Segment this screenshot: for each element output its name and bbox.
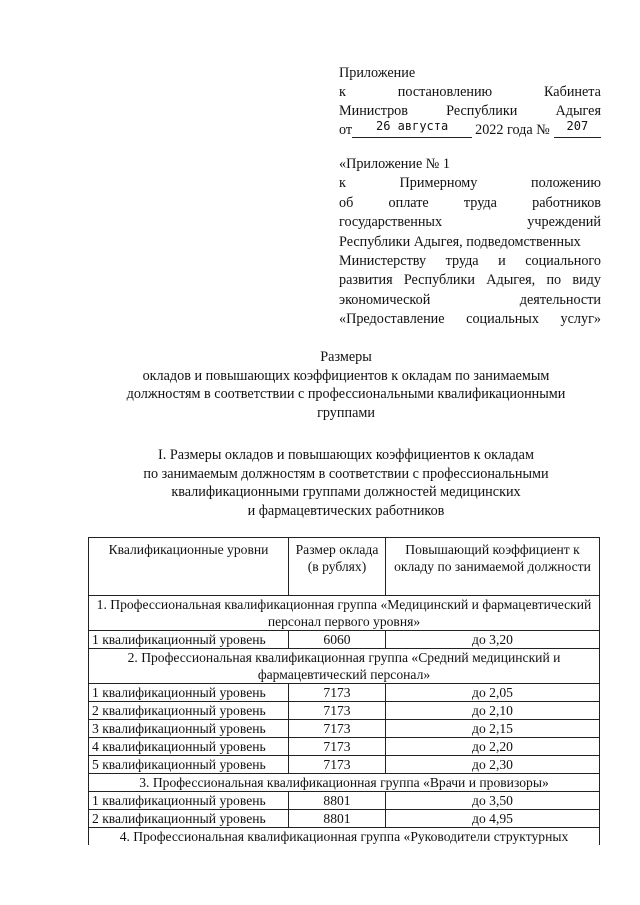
header-salary: Размер оклада (в рублях) xyxy=(289,538,386,596)
document-title xyxy=(96,348,596,422)
group-title: 4. Профессиональная квалификационная группа «Руководители структурных xyxy=(89,828,600,846)
level-cell: 2 квалификационный уровень xyxy=(89,810,289,828)
attach-word: социального xyxy=(525,253,601,270)
attach-word: экономической xyxy=(339,291,431,308)
table-row xyxy=(89,631,600,649)
appendix-word: Республики xyxy=(446,103,518,119)
attach-word: развития xyxy=(339,272,393,289)
attach-word: труда xyxy=(445,253,479,270)
attach-word: об xyxy=(339,194,354,211)
salary-cell: 7173 xyxy=(289,684,386,702)
table-row xyxy=(89,792,600,810)
section-line: квалификационными группами должностей медицинских xyxy=(171,484,521,501)
salary-cell: 7173 xyxy=(289,738,386,756)
attach-word: работников xyxy=(532,194,601,211)
coefficient-cell: до 3,50 xyxy=(386,792,600,810)
coefficient-cell: до 2,20 xyxy=(386,738,600,756)
coefficient-cell: до 2,15 xyxy=(386,720,600,738)
coefficient-cell: до 2,30 xyxy=(386,756,600,774)
attach-word: услуг» xyxy=(560,311,601,328)
group-title: 1. Профессиональная квалификационная группа «Медицинский и фармацевтический персонал первого уровня» xyxy=(89,596,600,631)
table-row xyxy=(89,684,600,702)
level-cell: 5 квалификационный уровень xyxy=(89,756,289,774)
title-line: должностям в соответствии с профессиональными квалификационными xyxy=(126,386,566,403)
salary-cell: 7173 xyxy=(289,720,386,738)
appendix-word: Кабинета xyxy=(544,84,601,100)
group-row xyxy=(89,774,600,792)
attach-line: «Приложение № 1 xyxy=(339,156,450,172)
table-header-row xyxy=(89,538,600,596)
appendix-word: к xyxy=(339,84,346,100)
attach-word: оплате xyxy=(388,194,429,211)
table-row xyxy=(89,702,600,720)
appendix-word: Адыгея xyxy=(555,103,601,119)
group-row xyxy=(89,828,600,846)
attach-word: труда xyxy=(463,194,497,211)
level-cell: 4 квалификационный уровень xyxy=(89,738,289,756)
attach-word: Республики xyxy=(403,272,476,289)
salary-table xyxy=(88,537,600,845)
group-title: 3. Профессиональная квалификационная группа «Врачи и провизоры» xyxy=(89,774,600,792)
level-cell: 1 квалификационный уровень xyxy=(89,631,289,649)
attach-line: Республики Адыгея, подведомственных xyxy=(339,233,581,250)
section-line: I. Размеры окладов и повышающих коэффициентов к окладам xyxy=(158,447,534,463)
attach-word: виду xyxy=(572,272,601,289)
attach-word: Примерному xyxy=(399,175,478,192)
attach-word: социальных xyxy=(466,311,539,328)
coefficient-cell: до 4,95 xyxy=(386,810,600,828)
group-row xyxy=(89,596,600,631)
appendix-header xyxy=(339,64,601,140)
table-row xyxy=(89,810,600,828)
salary-cell: 7173 xyxy=(289,702,386,720)
coefficient-cell: до 2,05 xyxy=(386,684,600,702)
title-line: Размеры xyxy=(320,349,372,365)
group-row xyxy=(89,649,600,684)
header-qualification-levels: Квалификационные уровни xyxy=(89,538,289,596)
title-line: окладов и повышающих коэффициентов к окладам по занимаемым xyxy=(142,367,550,384)
table-row xyxy=(89,720,600,738)
salary-cell: 7173 xyxy=(289,756,386,774)
table-row xyxy=(89,756,600,774)
group-title: 2. Профессиональная квалификационная группа «Средний медицинский и фармацевтический персонал» xyxy=(89,649,600,684)
attach-word: к xyxy=(339,175,346,192)
level-cell: 1 квалификационный уровень xyxy=(89,792,289,810)
salary-cell: 8801 xyxy=(289,792,386,810)
level-cell: 1 квалификационный уровень xyxy=(89,684,289,702)
number-field: 207 xyxy=(554,119,601,138)
section-line: и фармацевтических работников xyxy=(247,502,445,519)
salary-cell: 6060 xyxy=(289,631,386,649)
section-line: по занимаемым должностям в соответствии с профессиональными xyxy=(143,465,549,482)
appendix-word: Министров xyxy=(339,103,408,119)
attach-word: государственных xyxy=(339,214,443,231)
title-line: группами xyxy=(317,404,375,421)
date-prefix: от xyxy=(339,122,353,138)
salary-cell: 8801 xyxy=(289,810,386,828)
appendix-title: Приложение xyxy=(339,65,416,81)
level-cell: 3 квалификационный уровень xyxy=(89,720,289,738)
year-text: 2022 года № xyxy=(475,122,550,138)
attach-word: «Предоставление xyxy=(339,311,445,328)
attach-word: положению xyxy=(530,175,601,192)
attach-word: и xyxy=(498,253,506,270)
coefficient-cell: до 2,10 xyxy=(386,702,600,720)
attach-word: деятельности xyxy=(519,291,601,308)
attach-word: Адыгея, xyxy=(486,272,536,289)
attachment-reference xyxy=(339,155,601,330)
section-title xyxy=(96,446,596,520)
attach-word: по xyxy=(546,272,562,289)
attach-word: учреждений xyxy=(527,214,601,231)
attach-word: Министерству xyxy=(339,253,427,270)
header-coefficient: Повышающий коэффициент к окладу по занимаемой должности xyxy=(386,538,600,596)
date-field: 26 августа xyxy=(352,119,472,138)
coefficient-cell: до 3,20 xyxy=(386,631,600,649)
table-row xyxy=(89,738,600,756)
appendix-word: постановлению xyxy=(397,84,493,100)
level-cell: 2 квалификационный уровень xyxy=(89,702,289,720)
